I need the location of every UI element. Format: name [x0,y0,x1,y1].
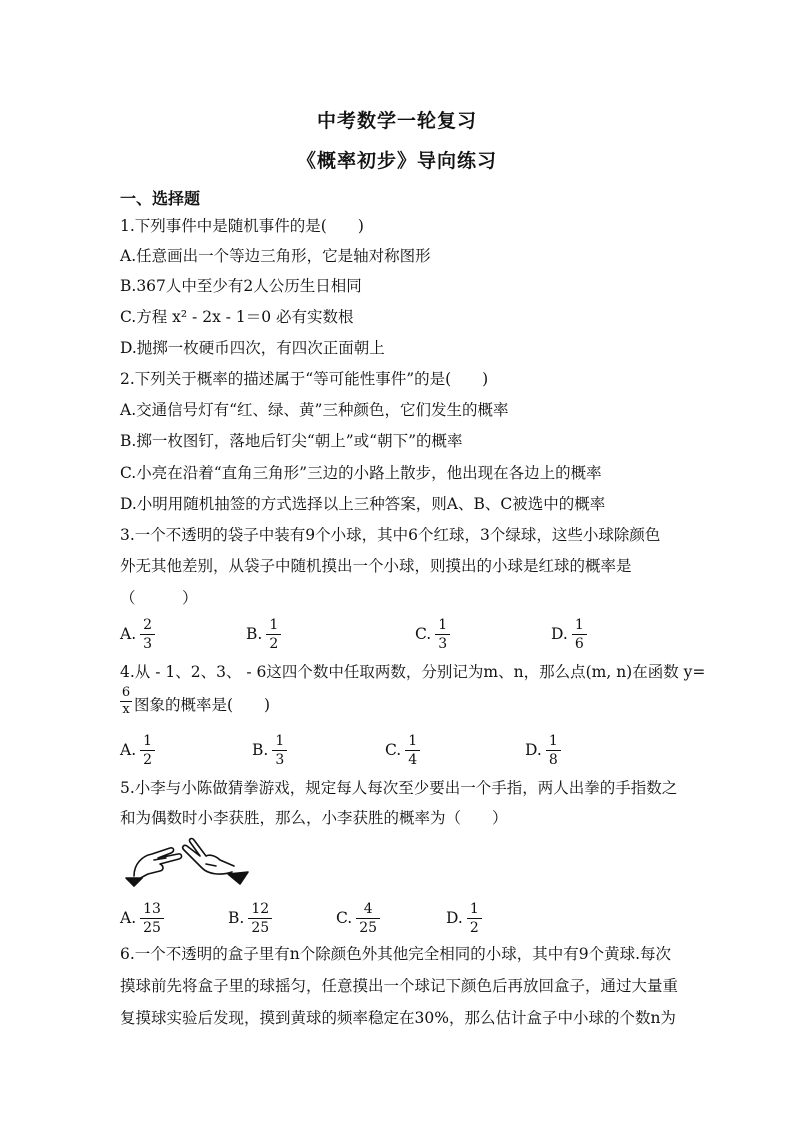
q4-option-b: B. $\frac{1}{3}$ [252,728,287,772]
section-heading: 一、选择题 [120,189,201,208]
fraction: $\frac{1}{2}$ [266,617,281,652]
q4-option-d: D. $\frac{1}{8}$ [525,728,561,772]
fraction: $\frac{1}{2}$ [467,901,482,936]
q3-options [120,612,720,656]
fraction: $\frac{1}{2}$ [140,733,155,768]
fraction: $\frac{12}{25}$ [248,901,272,936]
fraction: $\frac{1}{4}$ [405,733,420,768]
q5-options [120,896,720,940]
q1-option-b: B.367人中至少有2人公历生日相同 [120,277,362,295]
q2-stem: 2.下列关于概率的描述属于“等可能性事件”的是( ) [120,370,489,388]
q4-option-c: C. $\frac{1}{4}$ [385,728,420,772]
fraction: $\frac{2}{3}$ [140,617,155,652]
q5-stem-line2: 和为偶数时小李获胜，那么，小李获胜的概率为（ ） [120,809,508,827]
q5-option-d: D. $\frac{1}{2}$ [446,896,482,940]
q3-answer-bracket: （ ） [120,589,198,607]
q5-option-b: B. $\frac{12}{25}$ [228,896,272,940]
q1-option-d: D.抛掷一枚硬币四次，有四次正面朝上 [120,339,385,357]
q1-option-a: A.任意画出一个等边三角形，它是轴对称图形 [120,247,431,265]
document-subtitle: 《概率初步》导向练习 [296,150,497,172]
q3-option-b: B. $\frac{1}{2}$ [246,612,281,656]
q6-stem-line3: 复摸球实验后发现，摸到黄球的频率稳定在30%，那么估计盒子中小球的个数n为 [120,1009,676,1027]
fraction: $\frac{1}{3}$ [272,733,287,768]
q3-option-d: D. $\frac{1}{6}$ [551,612,587,656]
q3-option-a: A. $\frac{2}{3}$ [120,612,155,656]
fraction: $\frac{1}{8}$ [546,733,561,768]
q3-option-c: C. $\frac{1}{3}$ [415,612,450,656]
q2-option-a: A.交通信号灯有“红、绿、黄”三种颜色，它们发生的概率 [120,401,509,419]
hand-gesture-illustration [120,834,252,890]
q5-option-a: A. $\frac{13}{25}$ [120,896,164,940]
right-cuff [228,872,248,884]
q4-function-fraction: 6 x [121,685,131,717]
q3-stem-line1: 3.一个不透明的袋子中装有9个小球，其中6个红球，3个绿球，这些小球除颜色 [120,526,661,544]
q2-option-b: B.掷一枚图钉，落地后钉尖“朝上”或“朝下”的概率 [120,432,463,450]
fraction: $\frac{4}{25}$ [356,901,380,936]
q4-stem-line2: 图象的概率是( ) [134,696,271,714]
fraction: $\frac{13}{25}$ [140,901,164,936]
q6-stem-line2: 摸球前先将盒子里的球摇匀，任意摸出一个球记下颜色后再放回盒子，通过大量重 [120,977,679,995]
document-title: 中考数学一轮复习 [316,110,477,132]
fraction: $\frac{1}{6}$ [572,617,587,652]
q4-option-a: A. $\frac{1}{2}$ [120,728,155,772]
q4-options [120,728,720,772]
q3-stem-line2: 外无其他差别，从袋子中随机摸出一个小球，则摸出的小球是红球的概率是 [120,557,632,575]
q1-stem: 1.下列事件中是随机事件的是( ) [120,217,364,235]
right-hand [183,839,234,875]
fraction: $\frac{1}{3}$ [435,617,450,652]
q5-option-c: C. $\frac{4}{25}$ [336,896,380,940]
q1-option-c: C.方程 x² - 2x - 1＝0 必有实数根 [120,308,354,326]
left-hand [134,848,182,880]
q4-stem-line1: 4.从 - 1、2、3、 - 6这四个数中任取两数，分别记为m、n，那么点(m, n)在函数 y= [120,663,706,681]
q2-option-d: D.小明用随机抽签的方式选择以上三种答案，则A、B、C被选中的概率 [120,495,606,513]
q5-stem-line1: 5.小李与小陈做猜拳游戏，规定每人每次至少要出一个手指，两人出拳的手指数之 [120,779,678,797]
q2-option-c: C.小亮在沿着“直角三角形”三边的小路上散步，他出现在各边上的概率 [120,464,602,482]
q6-stem-line1: 6.一个不透明的盒子里有n个除颜色外其他完全相同的小球，其中有9个黄球.每次 [120,945,672,963]
